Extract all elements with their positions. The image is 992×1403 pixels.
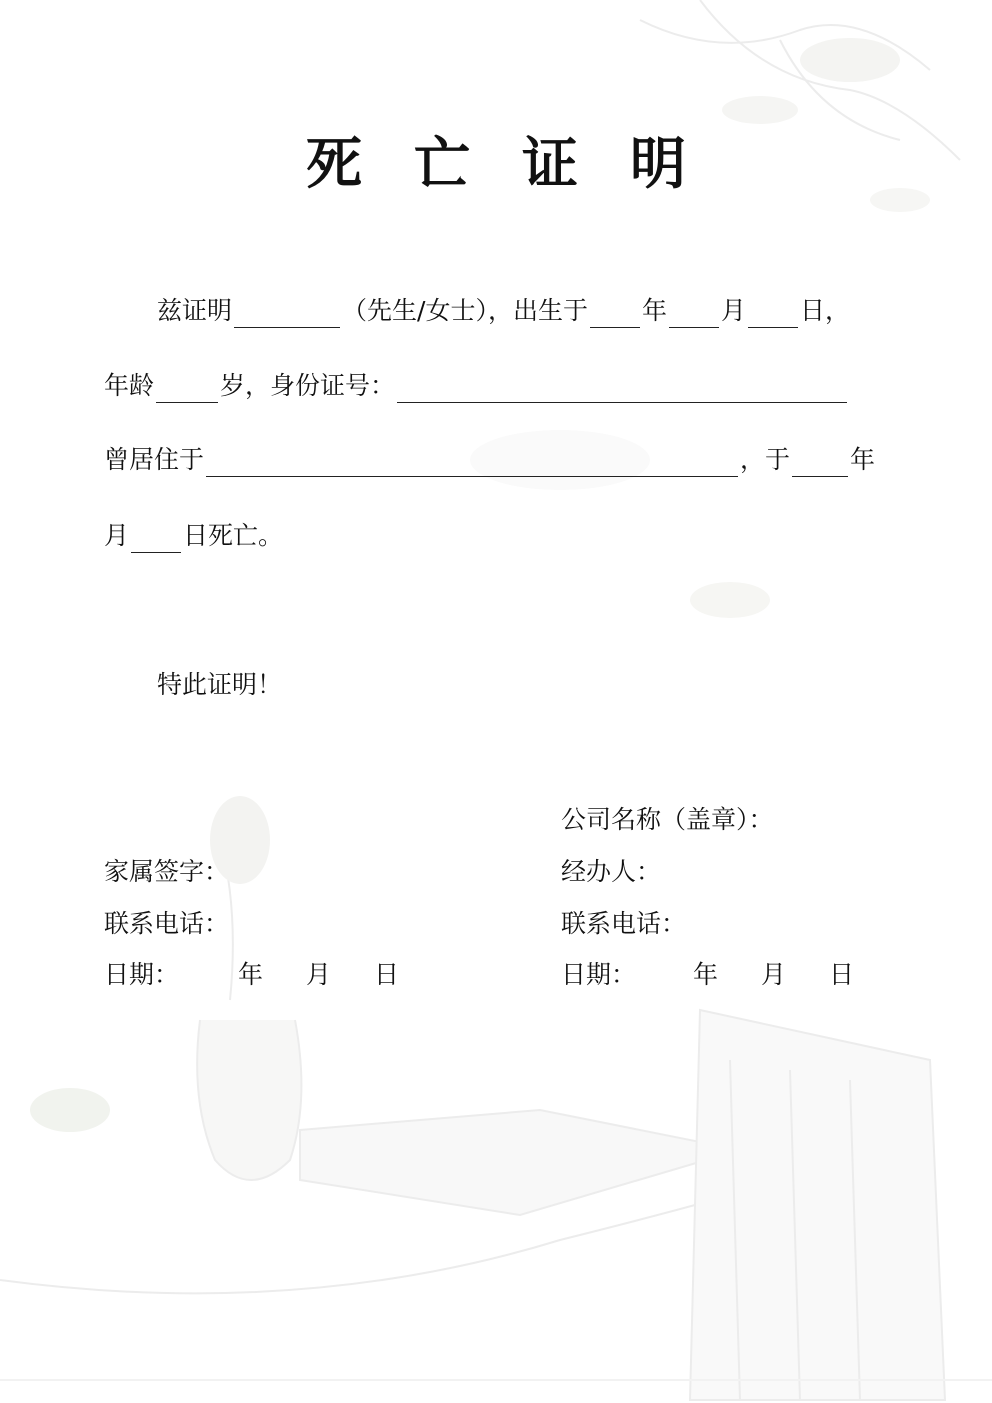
date-label-right: 日期： — [561, 960, 637, 989]
age-field[interactable] — [156, 376, 218, 403]
text-death: 日死亡。 — [183, 521, 284, 550]
date-month-right: 月 — [761, 960, 787, 989]
text-year-2: 年 — [850, 445, 876, 474]
text-month: 月 — [720, 296, 746, 325]
contact-phone-right-label[interactable]: 联系电话： — [561, 909, 687, 938]
text-day: 日， — [799, 296, 850, 325]
death-day-field[interactable] — [131, 526, 181, 553]
paragraph-line-2 — [104, 369, 849, 403]
paragraph-line-4 — [104, 519, 283, 553]
page-title: 死亡证明 — [306, 131, 738, 197]
text-year: 年 — [641, 296, 667, 325]
date-left[interactable] — [104, 958, 424, 992]
text-age-id: 岁，身份证号： — [220, 371, 396, 400]
text-gender-birth: （先生/女士），出生于 — [342, 296, 588, 325]
closing-statement — [157, 668, 282, 702]
name-field[interactable] — [234, 301, 340, 328]
paragraph-line-3 — [104, 443, 875, 477]
text-certify: 兹证明 — [157, 296, 233, 325]
text-month-2: 月 — [104, 521, 130, 550]
birth-year-field[interactable] — [590, 301, 640, 328]
paragraph-line-1 — [157, 294, 850, 328]
date-year-left: 年 — [238, 960, 264, 989]
date-day-right: 日 — [829, 960, 855, 989]
date-day-left: 日 — [374, 960, 400, 989]
family-signature-label[interactable]: 家属签字： — [104, 857, 230, 886]
date-year-right: 年 — [693, 960, 719, 989]
id-number-field[interactable] — [397, 376, 847, 403]
birth-day-field[interactable] — [748, 301, 798, 328]
date-right[interactable] — [561, 958, 881, 992]
residence-field[interactable] — [206, 450, 738, 477]
text-at: ，于 — [740, 445, 791, 474]
death-year-field[interactable] — [792, 450, 848, 477]
date-label-left: 日期： — [104, 960, 180, 989]
text-residence: 曾居住于 — [104, 445, 205, 474]
closing-text: 特此证明！ — [157, 670, 283, 699]
company-seal-label[interactable]: 公司名称（盖章）： — [561, 805, 774, 834]
birth-month-field[interactable] — [669, 301, 719, 328]
contact-phone-left-label[interactable]: 联系电话： — [104, 909, 230, 938]
date-month-left: 月 — [306, 960, 332, 989]
handler-label[interactable]: 经办人： — [561, 857, 662, 886]
text-age: 年龄 — [104, 371, 155, 400]
